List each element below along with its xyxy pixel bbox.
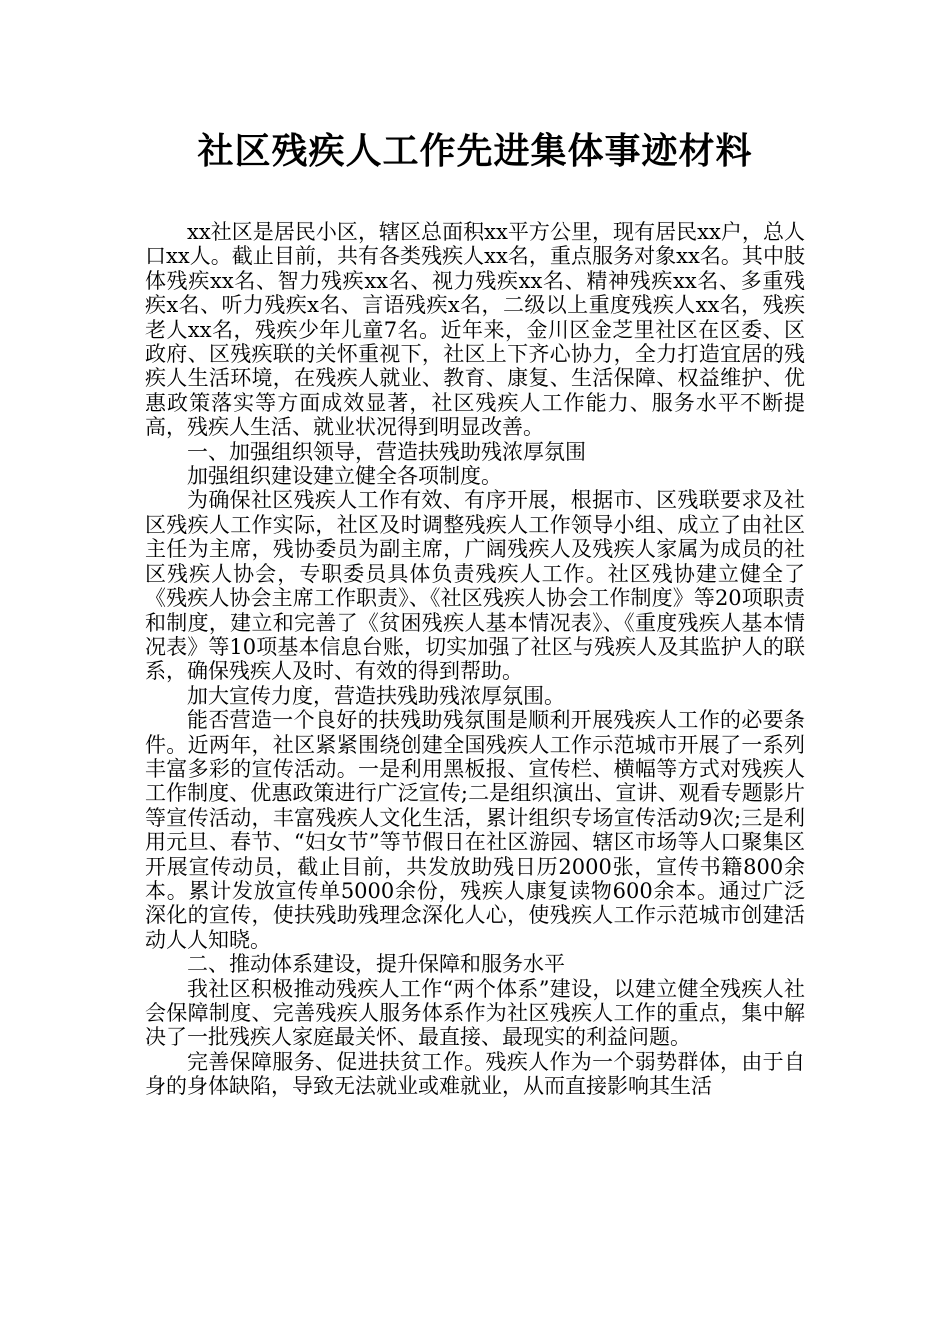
paragraph-publicity: 能否营造一个良好的扶残助残氛围是顺利开展残疾人工作的必要条件。近两年，社区紧紧围绕创建全国残疾人工作示范城市开展了一系列丰富多彩的宣传活动。一是利用黑板报、宣传栏、横幅等方式对残疾人工作制度、优惠政策进行广泛宣传;二是组织演出、宣讲、观看专题影片等宣传活动，丰富残疾人文化生活，累计组织专场宣传活动9次;三是利用元旦、春节、“妇女节”等节假日在社区游园、辖区市场等人口聚集区开展宣传动员，截止目前，共发放助残日历2000张，宣传书籍800余本。累计发放宣传单5000余份，残疾人康复读物600余本。通过广泛深化的宣传，使扶残助残理念深化人心，使残疾人工作示范城市创建活动人人知晓。 [145,708,805,952]
document-body [145,220,805,1099]
paragraph-intro: xx社区是居民小区，辖区总面积xx平方公里，现有居民xx户，总人口xx人。截止目前，共有各类残疾人xx名，重点服务对象xx名。其中肢体残疾xx名、智力残疾xx名、视力残疾xx名、精神残疾xx名、多重残疾x名、听力残疾x名、言语残疾x名，二级以上重度残疾人xx名，残疾老人xx名，残疾少年儿童7名。近年来，金川区金芝里社区在区委、区政府、区残疾联的关怀重视下，社区上下齐心协力，全力打造宜居的残疾人生活环境，在残疾人就业、教育、康复、生活保障、权益维护、优惠政策落实等方面成效显著，社区残疾人工作能力、服务水平不断提高，残疾人生活、就业状况得到明显改善。 [145,220,805,440]
paragraph-organization: 为确保社区残疾人工作有效、有序开展，根据市、区残联要求及社区残疾人工作实际，社区及时调整残疾人工作领导小组、成立了由社区主任为主席，残协委员为副主席，广阔残疾人及残疾人家属为成员的社区残疾人协会，专职委员具体负责残疾人工作。社区残协建立健全了《残疾人协会主席工作职责》、《社区残疾人协会工作制度》等20项职责和制度，建立和完善了《贫困残疾人基本情况表》、《重度残疾人基本情况表》等10项基本信息台账，切实加强了社区与残疾人及其监护人的联系，确保残疾人及时、有效的得到帮助。 [145,488,805,684]
section-heading-1: 一、加强组织领导，营造扶残助残浓厚氛围 [187,439,586,464]
paragraph-system: 我社区积极推动残疾人工作“两个体系”建设，以建立健全残疾人社会保障制度、完善残疾人服务体系作为社区残疾人工作的重点，集中解决了一批残疾人家庭最关怀、最直接、最现实的利益问题。 [145,976,805,1050]
subheading-organization: 加强组织建设建立健全各项制度。 [187,464,502,489]
document-title: 社区残疾人工作先进集体事迹材料 [197,131,753,172]
paragraph-security: 完善保障服务、促进扶贫工作。残疾人作为一个弱势群体，由于自身的身体缺陷，导致无法就业或难就业，从而直接影响其生活 [145,1049,805,1099]
section-heading-2: 二、推动体系建设，提升保障和服务水平 [187,952,565,977]
subheading-publicity: 加大宣传力度，营造扶残助残浓厚氛围。 [187,683,565,708]
